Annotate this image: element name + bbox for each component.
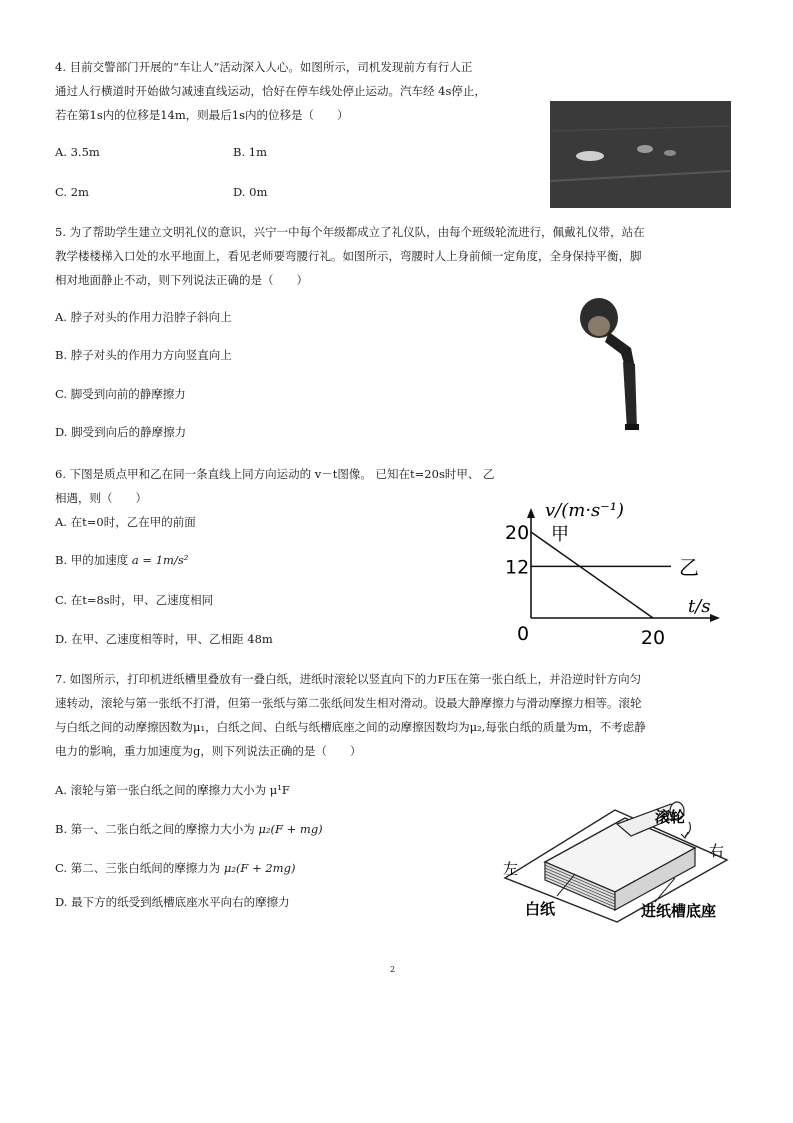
q7-option-b-prefix: B. 第一、二张白纸之间的摩擦力大小为	[55, 822, 259, 836]
q6-stem-line2: 相遇，则（ ）	[55, 491, 147, 505]
label-left: 左	[503, 860, 519, 878]
q7-option-d: D. 最下方的纸受到纸槽底座水平向右的摩擦力	[55, 895, 290, 909]
q4-option-d: D. 0m	[233, 185, 268, 199]
q6-option-d: D. 在甲、乙速度相等时，甲、乙相距 48m	[55, 632, 273, 646]
vt-chart	[495, 490, 730, 660]
q6-option-c: C. 在t=8s时，甲、乙速度相同	[55, 593, 214, 607]
rotation-arrow-icon	[681, 832, 688, 838]
q4-stem-line2: 通过人行横道时开始做匀减速直线运动，恰好在停车线处停止运动。汽车经 4s停止，	[55, 84, 486, 98]
q6-option-a: A. 在t=0时，乙在甲的前面	[55, 515, 196, 529]
x-axis-arrow-icon	[710, 614, 720, 622]
q7-option-c	[55, 860, 295, 876]
q6-stem-line1: 6. 下图是质点甲和乙在同一条直线上同方向运动的 v－t图像。 已知在t=20s时甲、 乙	[55, 467, 495, 481]
q5-option-c: C. 脚受到向前的静摩擦力	[55, 387, 186, 401]
x-tick-label: 20	[640, 627, 666, 649]
q4-option-b: B. 1m	[233, 145, 267, 159]
q5-option-a: A. 脖子对头的作用力沿脖子斜向上	[55, 310, 232, 324]
printer-paper-figure	[495, 800, 735, 925]
q7-stem-line3: 与白纸之间的动摩擦因数为μ₁，白纸之间、白纸与纸槽底座之间的动摩擦因数均为μ₂,每张白纸的质量为m，不考虑静	[55, 720, 646, 734]
q6-option-b-formula: a = 1m/s²	[131, 553, 189, 567]
q4-option-a: A. 3.5m	[55, 145, 100, 159]
series-line-jia	[531, 532, 653, 618]
q6-option-b	[55, 552, 188, 568]
q7-option-c-formula: μ₂(F + 2mg)	[223, 861, 296, 875]
y-axis-label: v/(m·s⁻¹)	[545, 500, 625, 521]
y-axis-arrow-icon	[527, 508, 535, 518]
q7-option-c-prefix: C. 第二、三张白纸间的摩擦力为	[55, 861, 224, 875]
q7-stem-line2: 速转动，滚轮与第一张纸不打滑，但第一张纸与第二张纸间发生相对滑动。设最大静摩擦力与滑动摩擦力相等。滚轮	[55, 696, 642, 710]
label-right: 右	[709, 842, 725, 860]
q5-stem-line2: 教学楼楼梯入口处的水平地面上，看见老师要弯腰行礼。如图所示，弯腰时人上身前倾一定角度，全身保持平衡，脚	[55, 249, 642, 263]
x-axis-label: t/s	[688, 596, 711, 617]
label-roller: 滚轮	[655, 808, 686, 826]
q6-option-b-prefix: B. 甲的加速度	[55, 553, 129, 567]
bowing-person-figure	[575, 292, 655, 434]
q5-option-b: B. 脖子对头的作用力方向竖直向上	[55, 348, 232, 362]
series-label-yi: 乙	[679, 555, 699, 580]
q7-stem-line1: 7. 如图所示，打印机进纸槽里叠放有一叠白纸，进纸时滚轮以竖直向下的力F压在第一张白纸上，并沿逆时针方向匀	[55, 672, 642, 686]
q4-stem-line1: 4. 目前交警部门开展的“车让人”活动深入人心。如图所示，司机发现前方有行人正	[55, 60, 473, 74]
x-tick-label: 0	[516, 623, 530, 645]
q7-option-b	[55, 821, 323, 837]
y-tick-label: 12	[505, 556, 530, 579]
q4-option-c: C. 2m	[55, 185, 89, 199]
q7-option-b-formula: μ₂(F + mg)	[258, 822, 323, 836]
q7-stem-line4: 电力的影响，重力加速度为g，则下列说法正确的是（ ）	[55, 744, 362, 758]
label-paper: 白纸	[525, 900, 556, 918]
page-number: 2	[390, 965, 396, 974]
label-base: 进纸槽底座	[641, 902, 717, 920]
q5-stem-line3: 相对地面静止不动，则下列说法正确的是（ ）	[55, 273, 308, 287]
y-tick-label: 20	[505, 522, 530, 544]
q7-option-a: A. 滚轮与第一张白纸之间的摩擦力大小为 μ¹F	[55, 783, 290, 797]
road-photo	[550, 101, 731, 208]
q4-stem-line3: 若在第1s内的位移是14m，则最后1s内的位移是（ ）	[55, 108, 349, 122]
q5-stem-line1: 5. 为了帮助学生建立文明礼仪的意识，兴宁一中每个年级都成立了礼仪队，由每个班级轮流进行，佩戴礼仪带，站在	[55, 225, 645, 239]
series-label-jia: 甲	[551, 524, 569, 545]
q5-option-d: D. 脚受到向后的静摩擦力	[55, 425, 187, 439]
